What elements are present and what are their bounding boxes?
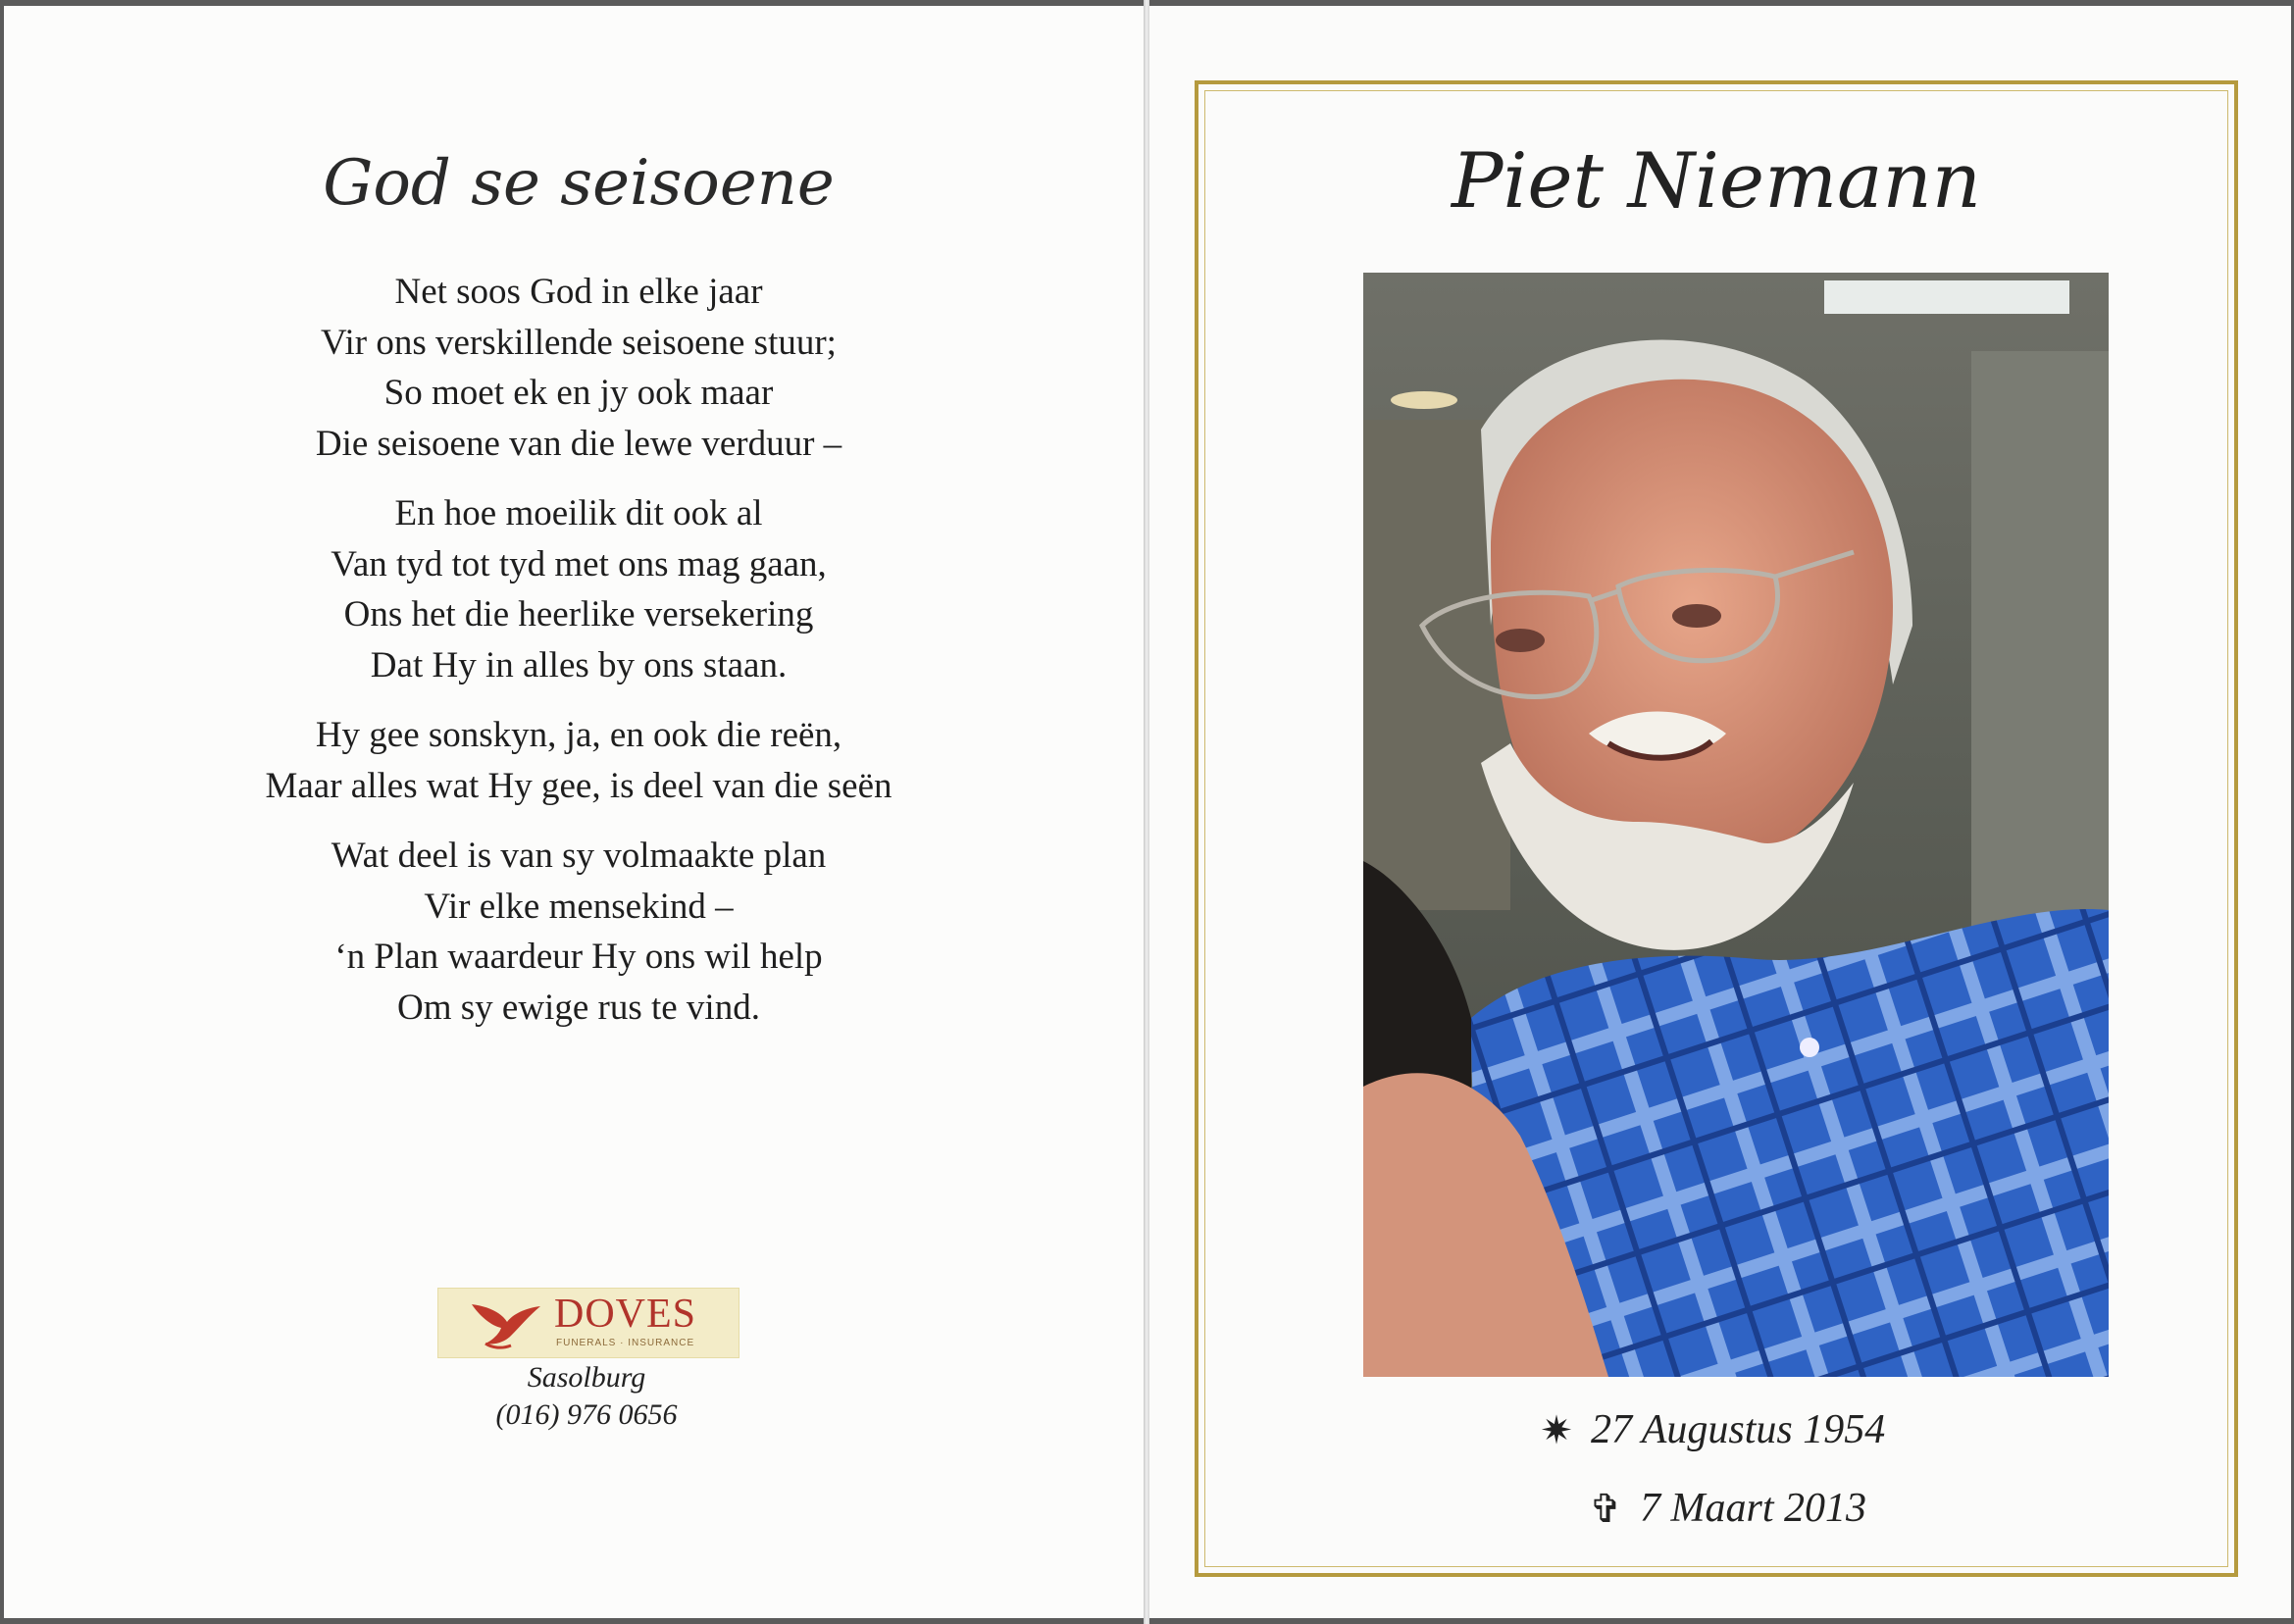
cross-icon: ✞ bbox=[1589, 1486, 1622, 1531]
star-icon: ✷ bbox=[1540, 1407, 1573, 1452]
poem-stanza bbox=[0, 831, 1157, 1033]
portrait-photo bbox=[1363, 273, 2109, 1377]
poem-line: Van tyd tot tyd met ons mag gaan, bbox=[331, 543, 827, 584]
poem-body bbox=[0, 267, 1157, 1052]
poem-line: ‘n Plan waardeur Hy ons wil help bbox=[334, 937, 823, 977]
poem-line: En hoe moeilik dit ook al bbox=[394, 493, 763, 533]
logo-name: DOVES bbox=[554, 1292, 697, 1337]
poem-line: Om sy ewige rus te vind. bbox=[397, 987, 760, 1028]
birth-row bbox=[1530, 1391, 1885, 1469]
doves-logo bbox=[437, 1288, 739, 1358]
death-row bbox=[1579, 1469, 1885, 1548]
dove-icon bbox=[468, 1296, 544, 1351]
poem-line: Dat Hy in alles by ons staan. bbox=[370, 644, 788, 685]
portrait-illustration bbox=[1363, 273, 2109, 1377]
poem-line: Maar alles wat Hy gee, is deel van die seën bbox=[265, 765, 892, 806]
poem-line: Hy gee sonskyn, ja, en ook die reën, bbox=[315, 715, 842, 755]
poem-line: Wat deel is van sy volmaakte plan bbox=[331, 836, 827, 876]
logo-subtext: FUNERALS · INSURANCE bbox=[556, 1338, 695, 1348]
poem-stanza bbox=[0, 488, 1157, 690]
poem-line: Vir ons verskillende seisoene stuur; bbox=[321, 322, 837, 363]
poem-line: So moet ek en jy ook maar bbox=[383, 373, 774, 413]
poem-line: Net soos God in elke jaar bbox=[394, 272, 763, 312]
company-phone: (016) 976 0656 bbox=[495, 1398, 678, 1431]
company-town: Sasolburg bbox=[527, 1361, 646, 1394]
birth-date: 27 Augustus 1954 bbox=[1591, 1407, 1886, 1452]
poem-line: Ons het die heerlike versekering bbox=[343, 594, 814, 634]
poem-stanza bbox=[0, 710, 1157, 811]
life-dates bbox=[1530, 1391, 1885, 1548]
poem-title: God se seisoene bbox=[323, 147, 835, 220]
poem-stanza bbox=[0, 267, 1157, 469]
poem-line: Vir elke mensekind – bbox=[424, 886, 734, 927]
poem-line: Die seisoene van die lewe verduur – bbox=[315, 423, 842, 464]
deceased-name: Piet Niemann bbox=[1451, 137, 1982, 226]
death-date: 7 Maart 2013 bbox=[1640, 1486, 1866, 1531]
